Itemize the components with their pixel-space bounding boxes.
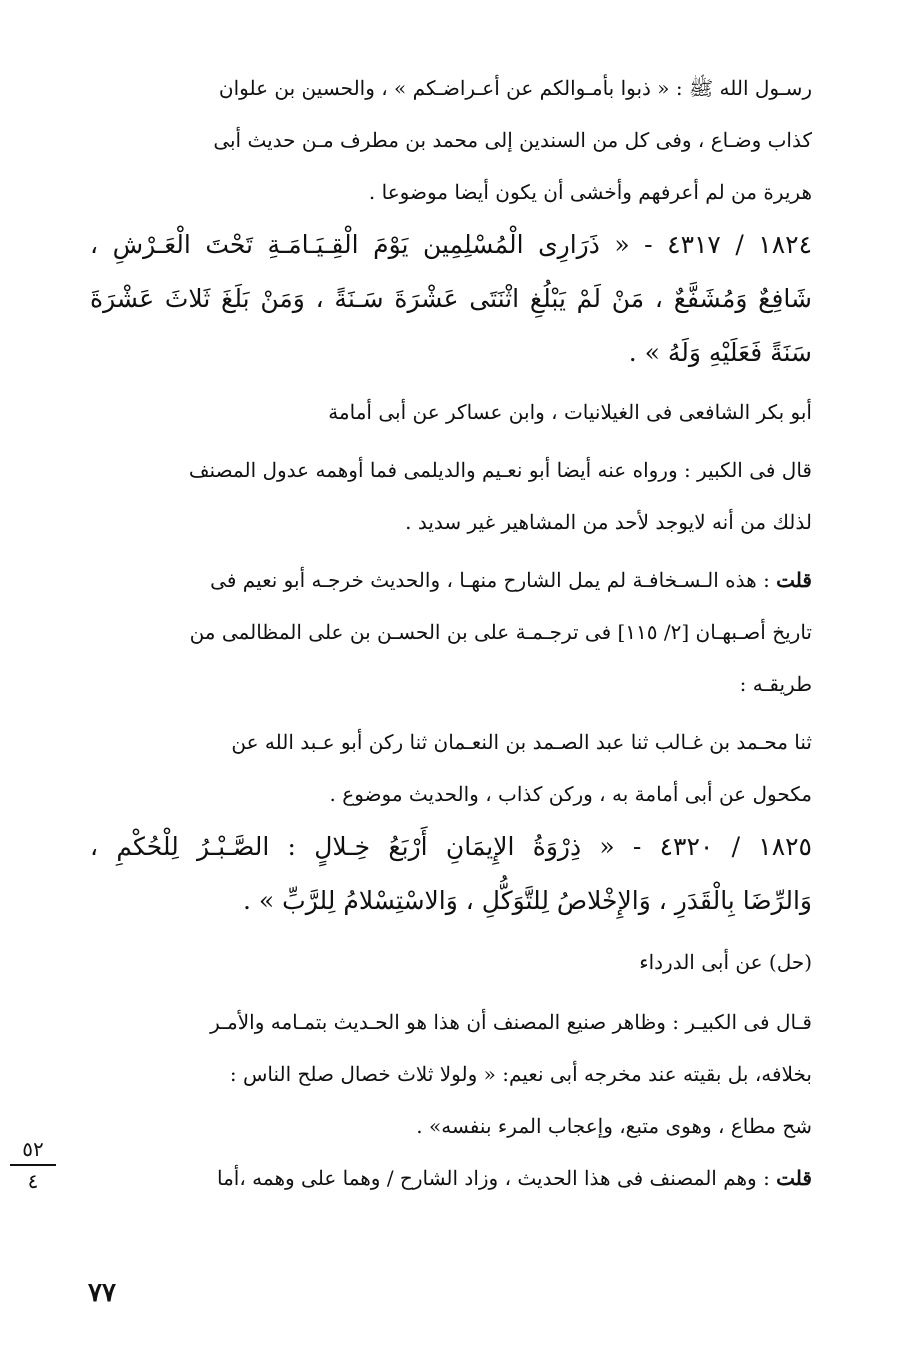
margin-note-top: ٥٢ xyxy=(22,1137,44,1161)
text-line: قال فى الكبير : ورواه عنه أيضا أبو نعـيم والديلمى فما أوهمه عدول المصنف xyxy=(188,458,812,482)
text-line: قـال فى الكبيـر : وظاهر صنيع المصنف أن هذا هو الحـديث بتمـامه والأمـر xyxy=(210,1010,812,1034)
hadith-1824 xyxy=(90,218,812,380)
paragraph-source-1 xyxy=(90,386,812,438)
margin-note-bottom: ٤ xyxy=(27,1169,39,1193)
paragraph-source-2 xyxy=(90,936,812,988)
text-line: هريرة من لم أعرفهم وأخشى أن يكون أيضا موضوعا . xyxy=(368,180,812,204)
lead-word: قلت xyxy=(776,568,812,592)
text-line: شح مطاع ، وهوى متبع، وإعجاب المرء بنفسه» . xyxy=(416,1114,812,1138)
margin-volume-note xyxy=(10,1136,56,1194)
hadith-1825 xyxy=(90,820,812,928)
text-line: كذاب وضـاع ، وفى كل من السندين إلى محمد بن مطرف مـن حديث أبى xyxy=(213,128,812,152)
hadith-line: شَافِعٌ وَمُشَفَّعٌ ، مَنْ لَمْ يَبْلُغِ اثْنَتَى عَشْرَةَ سَـنَةً ، وَمَنْ بَلَغَ ثَلاثَ عَشْرَةَ xyxy=(90,284,812,313)
page-number: ٧٧ xyxy=(88,1278,116,1308)
text-line: طريقـه : xyxy=(739,672,812,696)
text-line: قلت : وهم المصنف فى هذا الحديث ، وزاد الشارح / وهما على وهمه ،أما xyxy=(217,1166,812,1190)
paragraph-kabir-1 xyxy=(90,444,812,548)
margin-note-rule xyxy=(10,1164,56,1166)
hadith-line: سَنَةً فَعَلَيْهِ وَلَهُ » . xyxy=(628,338,812,367)
paragraph-isnad xyxy=(90,716,812,820)
text-line: تاريخ أصـبهـان [٢/ ١١٥] فى ترجـمـة على بن الحسـن بن على المظالمى من xyxy=(189,620,812,644)
hadith-line: وَالرِّضَا بِالْقَدَرِ ، وَالإِخْلاصُ لِلتَّوَكُّلِ ، وَالاسْتِسْلامُ لِلرَّبِّ » . xyxy=(243,886,812,915)
text-line: بخلافه، بل بقيته عند مخرجه أبى نعيم: « ولولا ثلاث خصال صلح الناس : xyxy=(229,1062,812,1086)
text-line: لذلك من أنه لايوجد لأحد من المشاهير غير سديد . xyxy=(405,510,812,534)
lead-word: قلت xyxy=(776,1166,812,1190)
text-line: أبو بكر الشافعى فى الغيلانيات ، وابن عساكر عن أبى أمامة xyxy=(328,400,812,424)
text-line: مكحول عن أبى أمامة به ، وركن كذاب ، والحديث موضوع . xyxy=(329,782,812,806)
paragraph-qultu-2 xyxy=(90,1152,812,1204)
text-line: قلت : هذه الـسـخافـة لم يمل الشارح منهـا ، والحديث خرجـه أبو نعيم فى xyxy=(210,568,812,592)
text-line: ثنا محـمد بن غـالب ثنا عبد الصـمد بن النعـمان ثنا ركن أبو عـبد الله عن xyxy=(231,730,812,754)
text-line: (حل) عن أبى الدرداء xyxy=(639,950,812,974)
hadith-line: ١٨٢٤ / ٤٣١٧ - « ذَرَارِى الْمُسْلِمِين يَوْمَ الْقِـيَـامَـةِ تَحْتَ الْعَـرْشِ ، xyxy=(90,230,812,259)
paragraph-1 xyxy=(90,62,812,218)
text-line: رسـول الله ﷺ : « ذبوا بأمـوالكم عن أعـراضـكم » ، والحسين بن علوان xyxy=(218,76,812,100)
paragraph-kabir-2 xyxy=(90,996,812,1152)
paragraph-qultu-1 xyxy=(90,554,812,710)
hadith-line: ١٨٢٥ / ٤٣٢٠ - « ذِرْوَةُ الإِيمَانِ أَرْبَعُ خِـلالٍ : الصَّـبْـرُ لِلْحُكْمِ ، xyxy=(90,832,812,861)
